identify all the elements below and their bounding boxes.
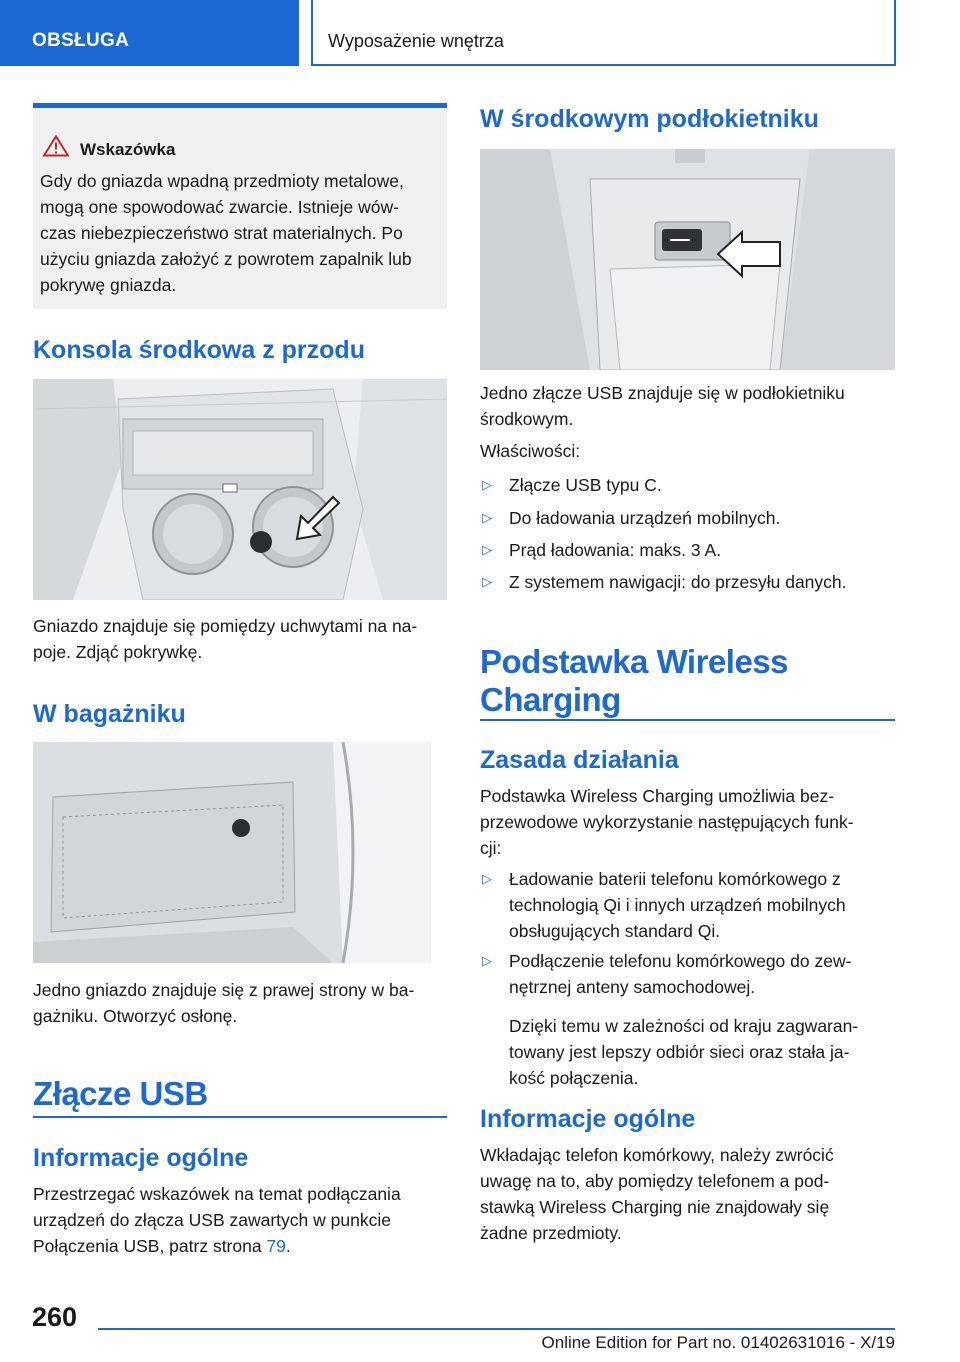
wireless-heading-rule bbox=[480, 719, 895, 721]
footer-edition: Online Edition for Part no. 01402631016 - X/19 bbox=[541, 1333, 895, 1352]
trunk-text: Jedno gniazdo znajduje się z prawej strony w ba‐ gażniku. Otworzyć osłonę. bbox=[33, 980, 415, 1026]
warning-text: Gdy do gniazda wpadną przedmioty metalowe, mogą one spowodować zwarcie. Istnieje wów‐ czas niebezpieczeństwo strat materialnych. Po użyciu gniazda założyć z powrotem zapalnik lub pokrywę gniazda. bbox=[40, 171, 412, 295]
bullet-triangle-icon: ▷ bbox=[482, 871, 492, 886]
footer-rule bbox=[98, 1328, 895, 1330]
chapter-title: Wyposażenie wnętrza bbox=[328, 31, 504, 51]
usb-heading-rule bbox=[33, 1116, 447, 1118]
wireless-heading: Podstawka Wireless Charging bbox=[480, 643, 789, 718]
usb-heading: Złącze USB bbox=[33, 1075, 208, 1112]
principle-heading: Zasada działania bbox=[480, 746, 679, 774]
bullet-triangle-icon: ▷ bbox=[482, 477, 492, 492]
warning-box bbox=[33, 103, 447, 309]
section-tab bbox=[0, 0, 299, 66]
console-heading: Konsola środkowa z przodu bbox=[33, 336, 365, 364]
bullet2-extra-text: Dzięki temu w zależności od kraju zagwaran‐ towany jest lepszy odbiór sieci oraz stała ja‐ kość połączenia. bbox=[509, 1016, 859, 1088]
trunk-photo bbox=[33, 742, 431, 963]
bullet-triangle-icon: ▷ bbox=[482, 542, 492, 557]
console-photo bbox=[33, 379, 447, 600]
armrest-photo bbox=[480, 149, 895, 370]
armrest-text: Jedno złącze USB znajduje się w podłokietniku środkowym. bbox=[480, 383, 845, 429]
usb-subheading: Informacje ogólne bbox=[33, 1144, 249, 1172]
bullet-triangle-icon: ▷ bbox=[482, 953, 492, 968]
principle-text: Podstawka Wireless Charging umożliwia bez‐ przewodowe wykorzystanie następujących funk‐ cji: bbox=[480, 786, 854, 858]
chapter-header bbox=[311, 0, 896, 66]
bullet-triangle-icon: ▷ bbox=[482, 510, 492, 525]
section-label: OBSŁUGA bbox=[32, 30, 130, 51]
armrest-heading: W środkowym podłokietniku bbox=[480, 105, 819, 133]
usb-text: Przestrzegać wskazówek na temat podłączania urządzeń do złącza USB zawartych w punkcie Połączenia USB, patrz strona 79. bbox=[33, 1184, 401, 1256]
general-text: Wkładając telefon komórkowy, należy zwrócić uwagę na to, aby pomiędzy telefonem a pod‐ stawką Wireless Charging nie znajdowały się żadne przedmioty. bbox=[480, 1145, 834, 1243]
console-text: Gniazdo znajduje się pomiędzy uchwytami na na‐ poje. Zdjąć pokrywkę. bbox=[33, 616, 418, 662]
page-reference-link[interactable]: 79 bbox=[266, 1236, 286, 1256]
general-heading: Informacje ogólne bbox=[480, 1105, 696, 1133]
trunk-heading: W bagażniku bbox=[33, 700, 186, 728]
bullet-triangle-icon: ▷ bbox=[482, 574, 492, 589]
warning-triangle-icon bbox=[43, 135, 69, 157]
warning-title: Wskazówka bbox=[80, 140, 176, 159]
page-number: 260 bbox=[32, 1302, 78, 1332]
properties-label: Właściwości: bbox=[480, 441, 581, 461]
